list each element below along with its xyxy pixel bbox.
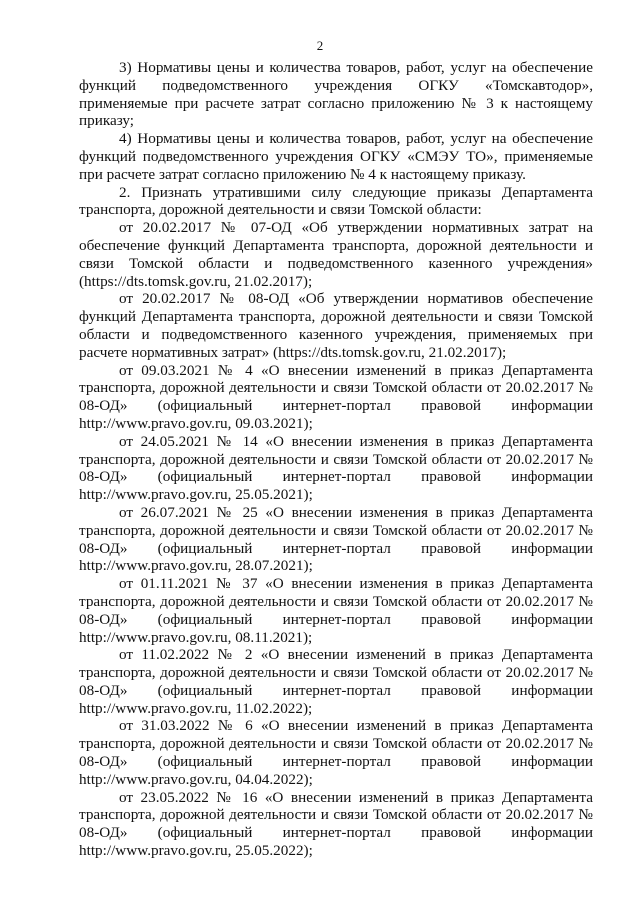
paragraph-order-08-od: от 20.02.2017 № 08-ОД «Об утверждении нормативов обеспечение функций Департамента транспорта, дорожной деятельности и связи Томской области и подведомственного казенного учреждения, применяемых при расчете нормативных затрат» (https://dts.tomsk.gov.ru, 21.02.2017); (79, 290, 593, 361)
document-body (79, 59, 593, 860)
paragraph-order-2021-07-26: от 26.07.2021 № 25 «О внесении изменения в приказ Департамента транспорта, дорожной деятельности и связи Томской области от 20.02.2017 № 08-ОД» (официальный интернет-портал правовой информации http://www.pravo.gov.ru, 28.07.2021); (79, 503, 593, 575)
paragraph-order-2022-03-31: от 31.03.2022 № 6 «О внесении изменений в приказ Департамента транспорта, дорожной деятельности и связи Томской области от 20.02.2017 № 08-ОД» (официальный интернет-портал правовой информации http://www.pravo.gov.ru, 04.04.2022); (79, 717, 593, 788)
paragraph-order-2021-05-24: от 24.05.2021 № 14 «О внесении изменения в приказ Департамента транспорта, дорожной деятельности и связи Томской области от 20.02.2017 № 08-ОД» (официальный интернет-портал правовой информации http://www.pravo.gov.ru, 25.05.2021); (79, 432, 593, 504)
paragraph-order-2022-02-11: от 11.02.2022 № 2 «О внесении изменений в приказ Департамента транспорта, дорожной деятельности и связи Томской области от 20.02.2017 № 08-ОД» (официальный интернет-портал правовой информации http://www.pravo.gov.ru, 11.02.2022); (79, 646, 593, 717)
paragraph-item-4: 4) Нормативы цены и количества товаров, работ, услуг на обеспечение функций подведомственного учреждения ОГКУ «СМЭУ ТО», применяемые при расчете затрат согласно приложению № 4 к настоящему приказу. (79, 130, 593, 183)
paragraph-order-2021-11-01: от 01.11.2021 № 37 «О внесении изменения в приказ Департамента транспорта, дорожной деятельности и связи Томской области от 20.02.2017 № 08-ОД» (официальный интернет-портал правовой информации http://www.pravo.gov.ru, 08.11.2021); (79, 575, 593, 646)
paragraph-item-3: 3) Нормативы цены и количества товаров, работ, услуг на обеспечение функций подведомственного учреждения ОГКУ «Томскавтодор», применяемые при расчете затрат согласно приложению № 3 к настоящему приказу; (79, 59, 593, 130)
paragraph-order-07-od: от 20.02.2017 № 07-ОД «Об утверждении нормативных затрат на обеспечение функций Департамента транспорта, дорожной деятельности и связи Томской области и подведомственного казенного учреждения» (https://dts.tomsk.gov.ru, 21.02.2017); (79, 219, 593, 290)
paragraph-order-2021-03-09: от 09.03.2021 № 4 «О внесении изменений в приказ Департамента транспорта, дорожной деятельности и связи Томской области от 20.02.2017 № 08-ОД» (официальный интернет-портал правовой информации http://www.pravo.gov.ru, 09.03.2021); (79, 361, 593, 432)
paragraph-order-2022-05-23: от 23.05.2022 № 16 «О внесении изменений в приказ Департамента транспорта, дорожной деятельности и связи Томской области от 20.02.2017 № 08-ОД» (официальный интернет-портал правовой информации http://www.pravo.gov.ru, 25.05.2022); (79, 788, 593, 860)
page-number: 2 (316, 38, 324, 53)
paragraph-section-2: 2. Признать утратившими силу следующие приказы Департамента транспорта, дорожной деятельности и связи Томской области: (79, 183, 593, 219)
